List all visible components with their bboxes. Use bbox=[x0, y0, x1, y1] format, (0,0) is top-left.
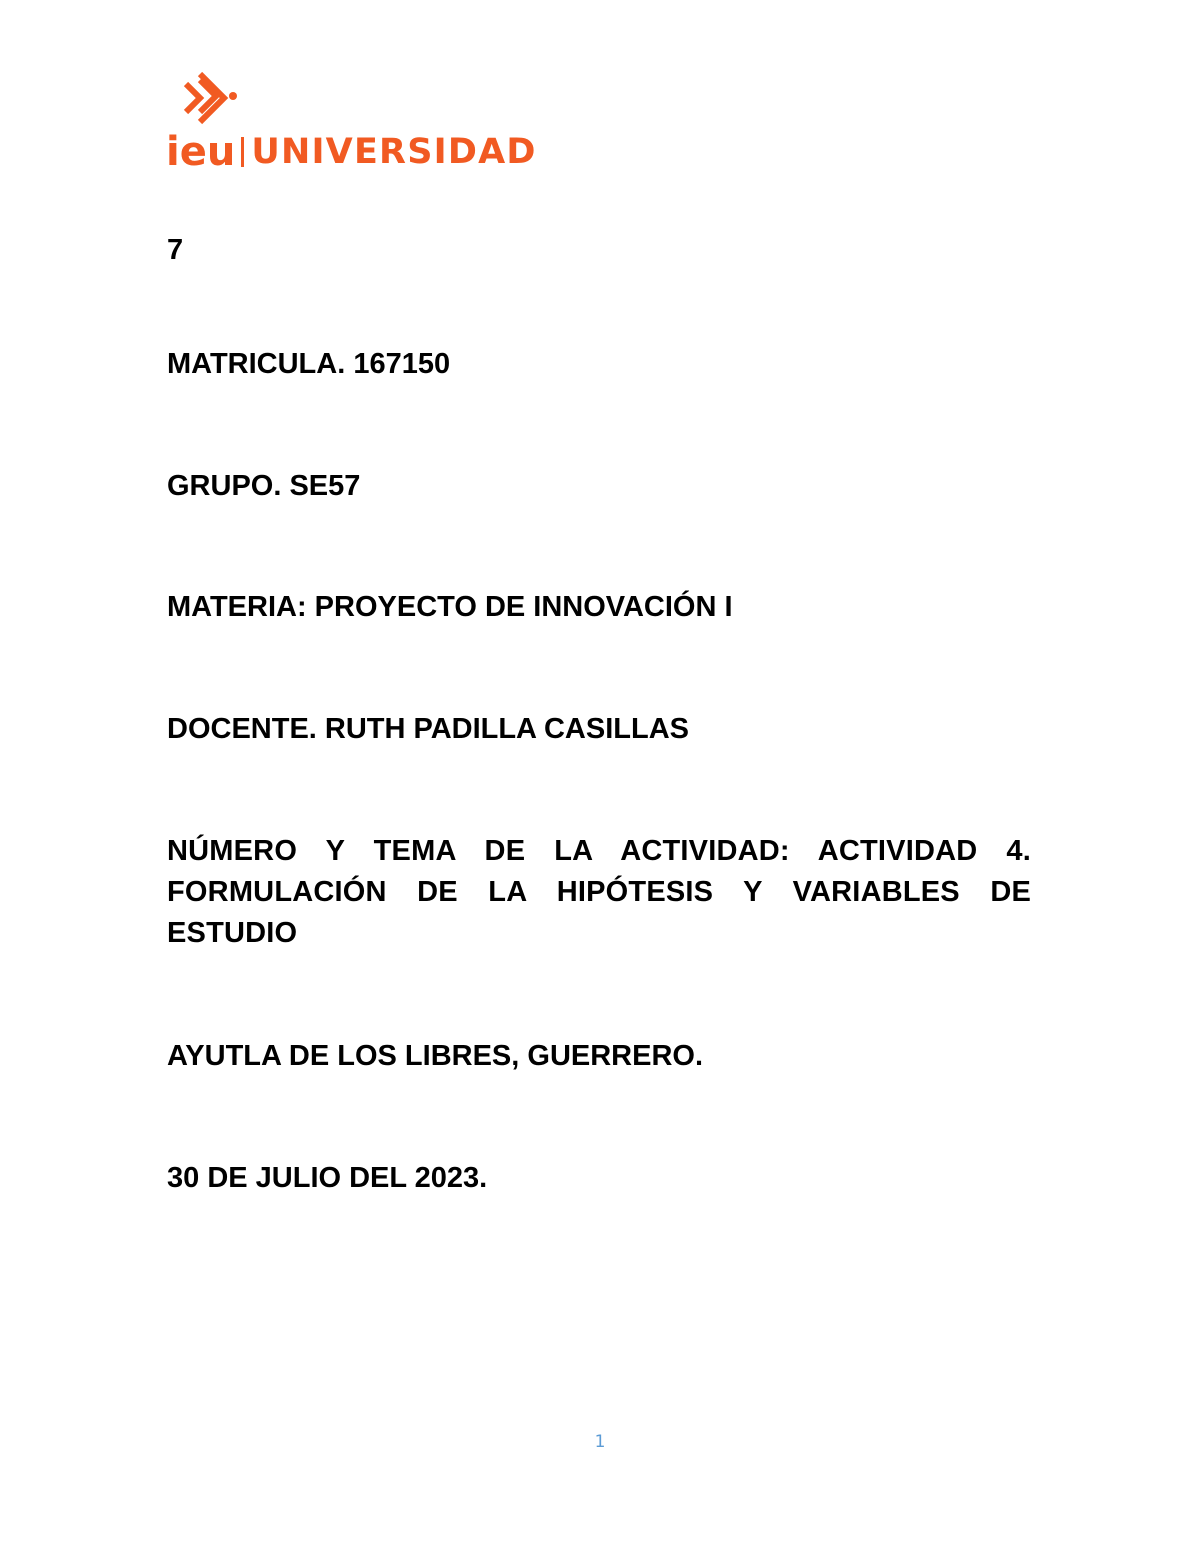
actividad: NÚMERO Y TEMA DE LA ACTIVIDAD: ACTIVIDAD 4. FORMULACIÓN DE LA HIPÓTESIS Y VARIABLES DE ESTUDIO bbox=[167, 835, 1031, 949]
fecha: 30 DE JULIO DEL 2023. bbox=[167, 1162, 488, 1194]
docente: DOCENTE. RUTH PADILLA CASILLAS bbox=[167, 713, 689, 745]
lugar: AYUTLA DE LOS LIBRES, GUERRERO. bbox=[167, 1040, 704, 1072]
page-number: 1 bbox=[594, 1432, 606, 1452]
matricula: MATRICULA. 167150 bbox=[167, 348, 451, 380]
logo-wordmark bbox=[166, 122, 537, 182]
logo-brand-mark: ieu bbox=[166, 129, 236, 175]
chevron-arrows-icon bbox=[180, 72, 240, 128]
grupo: GRUPO. SE57 bbox=[167, 470, 361, 502]
logo-name: UNIVERSIDAD bbox=[251, 132, 537, 172]
logo-divider bbox=[241, 137, 244, 167]
cover-number: 7 bbox=[167, 234, 184, 266]
materia: MATERIA: PROYECTO DE INNOVACIÓN I bbox=[167, 591, 733, 623]
university-logo bbox=[166, 70, 556, 174]
